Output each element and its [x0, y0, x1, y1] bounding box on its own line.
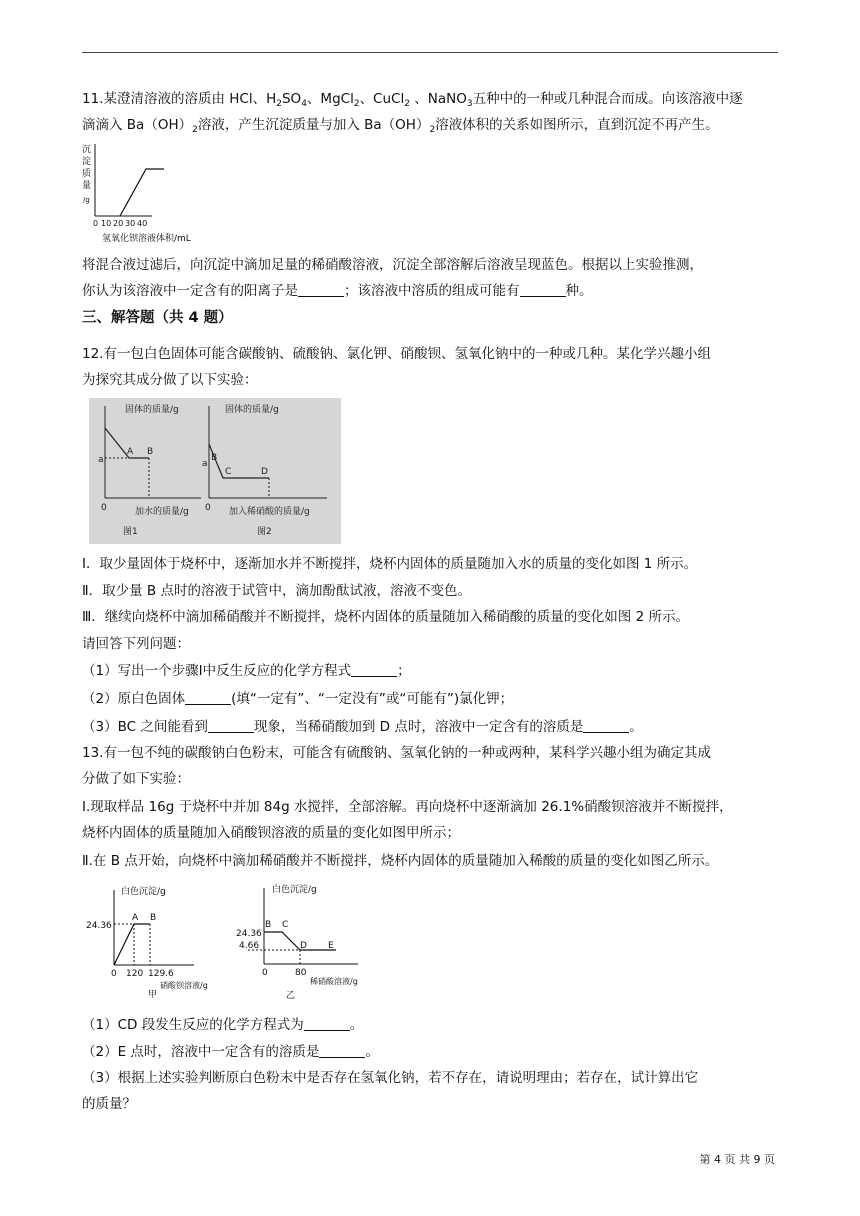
fig2-origin: 0: [205, 503, 211, 513]
q11-ylabel-char: 量: [82, 181, 92, 191]
figB-ylabel: 白色沉淀/g: [272, 885, 317, 895]
q11-ylabel-char: 沉: [82, 145, 92, 155]
q13-sub1: （1）CD 段发生反应的化学方程式为 。: [82, 1017, 364, 1033]
figA-curve: [114, 924, 150, 965]
fig2-curve: [209, 444, 269, 478]
fig1-point-B: B: [147, 447, 154, 457]
answer-blank[interactable]: [520, 282, 566, 297]
figA-x-tick: 129.6: [148, 969, 174, 979]
fig2-point-B: B: [211, 453, 218, 463]
q11-line2: 滴滴入 $Ba(OH)_2$溶液，产生沉淀质量与加入 $Ba(OH)_2$溶液体积的关系如图所示，直到沉淀不再产生。: [82, 117, 719, 135]
figB-y-tick: 4.66: [239, 941, 260, 951]
fig2-xlabel: 加入稀硝酸的质量/g: [229, 507, 310, 517]
q11-line1: 11.某澄清溶液的溶质由 HCl、$H_2SO_4$、MgCl$_2$、CuCl$_2$ 、NaNO$_3$五种中的一种或几种混合而成。向该溶液中逐: [82, 91, 743, 109]
q12-sub2: （2）原白色固体 (填“一定有”、“一定没有”或“可能有”)氯化钾；: [82, 691, 514, 707]
figB-point-D: D: [300, 941, 307, 951]
q11-ylabel-char: 质: [82, 169, 92, 179]
q13-sub3a: （3）根据上述实验判断原白色粉末中是否存在氢氧化钠，若不存在，请说明理由；若存在，试计算出它: [82, 1070, 699, 1086]
q11-ylabel-char: /g: [83, 196, 90, 204]
q12-figures: [89, 398, 341, 544]
figA-point-A: A: [132, 913, 139, 923]
q11-tick: 20: [113, 219, 124, 228]
answer-blank[interactable]: [351, 662, 397, 677]
figB-y-tick: 24.36: [236, 929, 262, 939]
fig1-ylabel: 固体的质量/g: [125, 405, 179, 415]
q12-line1: 12.有一包白色固体可能含碳酸钠、硫酸钠、氯化钾、硝酸钡、氢氧化钠中的一种或几种。某化学兴趣小组: [82, 346, 711, 362]
q11-ylabel-char: 淀: [82, 157, 92, 167]
answer-blank[interactable]: [298, 282, 344, 297]
figA-x-tick: 120: [126, 969, 144, 979]
q12-figure-photo: [89, 398, 341, 544]
q13-step2: Ⅱ.在 B 点开始，向烧杯中滴加稀硝酸并不断搅拌，烧杯内固体的质量随加入稀酸的质量的变化如图乙所示。: [82, 853, 719, 869]
section-heading: 三、解答题（共 4 题）: [82, 310, 233, 326]
q13-figures: [86, 880, 386, 1004]
q11-graph: [80, 142, 230, 246]
q11-tick: 40: [137, 219, 148, 228]
q11-tick: 30: [125, 219, 136, 228]
figA-caption: 甲: [148, 990, 158, 1000]
fig2-a: a: [202, 459, 208, 469]
fig1-a: a: [98, 455, 104, 465]
fig1-caption: 图1: [123, 527, 138, 537]
q12-sub1: （1）写出一个步骤Ⅰ中反生反应的化学方程式 ；: [82, 663, 411, 679]
figA-point-B: B: [150, 913, 157, 923]
figA-xlabel: 硝酸钡溶液/g: [160, 981, 208, 990]
fig1-point-A: A: [127, 447, 134, 457]
q12-step1: Ⅰ．取少量固体于烧杯中，逐渐加水并不断搅拌，烧杯内固体的质量随加入水的质量的变化如图 1 所示。: [82, 556, 698, 572]
figB-point-B: B: [265, 920, 272, 930]
q13-step1b: 烧杯内固体的质量随加入硝酸钡溶液的质量的变化如图甲所示；: [82, 825, 460, 841]
figB-point-E: E: [328, 941, 334, 951]
q11-tick: 10: [101, 219, 112, 228]
fig2-ylabel: 固体的质量/g: [225, 405, 279, 415]
fig1-xlabel: 加水的质量/g: [135, 507, 189, 517]
q12-sub3: （3）BC 之间能看到 现象，当稀硝酸加到 D 点时，溶液中一定含有的溶质是 。: [82, 719, 643, 735]
answer-blank[interactable]: [208, 718, 254, 733]
header-rule: [82, 52, 778, 53]
fig2-caption: 图2: [257, 527, 272, 537]
q11-line4: 你认为该溶液中一定含有的阳离子是 ；该溶液中溶质的组成可能有 种。: [82, 283, 593, 299]
q11-xlabel: 氢氧化钡溶液体积/mL: [102, 234, 191, 244]
figA-ylabel: 白色沉淀/g: [121, 887, 166, 897]
q13-line1: 13.有一包不纯的碳酸钠白色粉末，可能含有硫酸钠、氢氧化钠的一种或两种，某科学兴趣小组为确定其成: [82, 745, 711, 761]
q12-step3: Ⅲ．继续向烧杯中滴加稀硝酸并不断搅拌，烧杯内固体的质量随加入稀硝酸的质量的变化如图 2 所示。: [82, 609, 689, 625]
q13-sub3b: 的质量？: [82, 1096, 136, 1112]
figB-xlabel: 稀硝酸溶液/g: [310, 977, 358, 986]
figA-y-tick: 24.36: [86, 921, 112, 931]
figB-caption: 乙: [286, 991, 296, 1001]
q13-sub2: （2）E 点时，溶液中一定含有的溶质是 。: [82, 1044, 379, 1060]
answer-blank[interactable]: [185, 690, 231, 705]
fig2-point-C: C: [225, 467, 232, 477]
q12-ask: 请回答下列问题：: [82, 636, 190, 652]
figA-origin: 0: [111, 969, 117, 979]
figB-point-C: C: [282, 920, 289, 930]
answer-blank[interactable]: [319, 1043, 365, 1058]
answer-blank[interactable]: [583, 718, 629, 733]
figB-origin: 0: [262, 968, 268, 978]
q11-tick: 0: [93, 219, 99, 228]
answer-blank[interactable]: [304, 1016, 350, 1031]
q12-line2: 为探究其成分做了以下实验：: [82, 372, 258, 388]
q11-curve: [120, 169, 164, 216]
q13-step1a: Ⅰ.现取样品 16g 于烧杯中并加 84g 水搅拌，全部溶解。再向烧杯中逐渐滴加 26.1%硝酸钡溶液并不断搅拌，: [82, 799, 733, 815]
q12-step2: Ⅱ．取少量 B 点时的溶液于试管中，滴加酚酞试液，溶液不变色。: [82, 583, 471, 599]
q11-line3: 将混合液过滤后，向沉淀中滴加足量的稀硝酸溶液，沉淀全部溶解后溶液呈现蓝色。根据以上实验推测，: [82, 257, 703, 273]
figB-x-tick: 80: [295, 968, 307, 978]
page-number: 第 4 页 共 9 页: [699, 1153, 775, 1166]
q13-line2: 分做了如下实验：: [82, 771, 190, 787]
fig2-point-D: D: [261, 467, 268, 477]
fig1-origin: 0: [101, 503, 107, 513]
